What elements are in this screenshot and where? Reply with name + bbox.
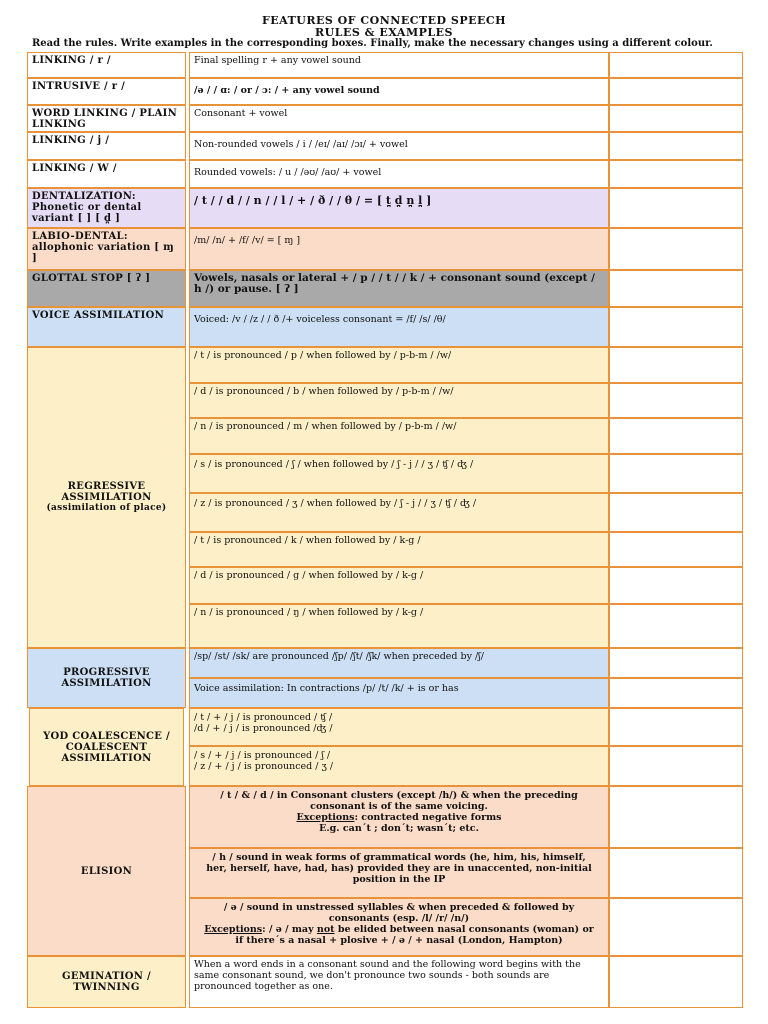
example-box[interactable]: [609, 848, 743, 898]
exceptions-text: : / ə / may: [262, 924, 317, 935]
row-label: LINKING / W /: [27, 160, 186, 188]
rule-cell: Final spelling r + any vowel sound: [189, 52, 609, 78]
rule-cell: /sp/ /st/ /sk/ are pronounced /ʃp/ /ʃt/ /ʃk/ when preceded by /ʃ/: [189, 648, 609, 678]
rule-cell: / n / is pronounced / ŋ / when followed by / k-g /: [189, 604, 609, 648]
example-box[interactable]: [609, 454, 743, 493]
rule-cell: / d / is pronounced / b / when followed by / p-b-m / /w/: [189, 383, 609, 418]
rule-cell: / s / is pronounced / ʃ / when followed by / ʃ - j / / ʒ / ʧ / ʤ /: [189, 454, 609, 493]
yod-title: YOD COALESCENCE / COALESCENT ASSIMILATION: [43, 730, 170, 764]
elision-title: ELISION: [80, 865, 133, 877]
example-box[interactable]: [609, 648, 743, 678]
example-box[interactable]: [609, 160, 743, 188]
example-box[interactable]: [609, 567, 743, 604]
rule-cell: Voice assimilation: In contractions /p/ /t/ /k/ + is or has: [189, 678, 609, 708]
regressive-subtitle: (assimilation of place): [46, 503, 167, 513]
example-box[interactable]: [609, 493, 743, 532]
rule-cell: / s / + / j / is pronounced / ʃ / / z / + / j / is pronounced / ʒ /: [189, 746, 609, 786]
rule-cell: Vowels, nasals or lateral + / p / / t / / k / + consonant sound (except / h /) or pause. [ ʔ ]: [189, 270, 609, 307]
example-box[interactable]: [609, 898, 743, 956]
rule-cell: [189, 898, 609, 956]
progressive-label: [27, 648, 186, 708]
example-box[interactable]: [609, 228, 743, 270]
rule-cell: / z / is pronounced / ʒ / when followed by / ʃ - j / / ʒ / ʧ / ʤ /: [189, 493, 609, 532]
elision-rule-3: / ə / sound in unstressed syllables & when preceded & followed by consonants (esp. /l/ /r/ /n/): [223, 902, 575, 924]
example-box[interactable]: [609, 418, 743, 454]
example-box[interactable]: [609, 786, 743, 848]
gemination-title: GEMINATION / TWINNING: [62, 971, 151, 993]
elision-example-1: E.g. can´t ; don´t; wasn´t; etc.: [319, 823, 479, 834]
example-box[interactable]: [609, 270, 743, 307]
page-title: FEATURES OF CONNECTED SPEECH: [261, 14, 507, 27]
elision-label: [27, 786, 186, 956]
rule-cell: Consonant + vowel: [189, 105, 609, 132]
not-word: not: [316, 924, 335, 935]
example-box[interactable]: [609, 52, 743, 78]
rule-cell: / t / / d / / n / / l / + / ð / / θ / = [ t̪ d̪ n̪ l̪ ]: [189, 188, 609, 228]
exceptions-text: be elided between nasal consonants (woman) or if there´s a nasal + plosive + / ə / + nasal (London, Hampton): [235, 924, 594, 946]
exceptions-label: Exceptions: [296, 812, 355, 823]
example-box[interactable]: [609, 132, 743, 160]
rule-cell: [189, 786, 609, 848]
exceptions-label: Exceptions: [204, 924, 263, 935]
example-box[interactable]: [609, 383, 743, 418]
example-box[interactable]: [609, 746, 743, 786]
row-label: VOICE ASSIMILATION: [27, 307, 186, 347]
yod-label: [29, 708, 184, 786]
example-box[interactable]: [609, 307, 743, 347]
row-label: LINKING / j /: [27, 132, 186, 160]
example-box[interactable]: [609, 78, 743, 105]
row-label: LINKING / r /: [27, 52, 186, 78]
example-box[interactable]: [609, 105, 743, 132]
example-box[interactable]: [609, 347, 743, 383]
rule-cell: / n / is pronounced / m / when followed by / p-b-m / /w/: [189, 418, 609, 454]
example-box[interactable]: [609, 188, 743, 228]
rule-cell: / h / sound in weak forms of grammatical words (he, him, his, himself, her, herself, have, had, has) provided they are in unaccented, non-initial position in the IP: [189, 848, 609, 898]
exceptions-text: : contracted negative forms: [354, 812, 502, 823]
rule-cell: / t / is pronounced / k / when followed by / k-g /: [189, 532, 609, 567]
example-box[interactable]: [609, 708, 743, 746]
row-label: DENTALIZATION: Phonetic or dental variant [ ] [ d̪ ]: [27, 188, 186, 228]
rule-cell: /m/ /n/ + /f/ /v/ = [ ɱ ]: [189, 228, 609, 270]
row-label: WORD LINKING / PLAIN LINKING: [27, 105, 186, 132]
rule-cell: Non-rounded vowels / i / /eɪ/ /aɪ/ /ɔɪ/ + vowel: [189, 132, 609, 160]
instructions: Read the rules. Write examples in the corresponding boxes. Finally, make the necessary changes using a different colour.: [32, 38, 713, 49]
rule-cell: /ə / / ɑ: / or / ɔ: / + any vowel sound: [189, 78, 609, 105]
elision-exceptions-3: [202, 924, 596, 946]
row-label: INTRUSIVE / r /: [27, 78, 186, 105]
example-box[interactable]: [609, 678, 743, 708]
page-subtitle: RULES & EXAMPLES: [315, 26, 453, 39]
rule-cell: Voiced: /v / /z / / ð /+ voiceless consonant = /f/ /s/ /θ/: [189, 307, 609, 347]
elision-exceptions-1: [202, 812, 596, 823]
row-label: LABIO-DENTAL: allophonic variation [ ɱ ]: [27, 228, 186, 270]
rule-cell: / t / is pronounced / p / when followed by / p-b-m / /w/: [189, 347, 609, 383]
gemination-label: [27, 956, 186, 1008]
example-box[interactable]: [609, 956, 743, 1008]
row-label: GLOTTAL STOP [ ʔ ]: [27, 270, 186, 307]
progressive-title: PROGRESSIVE ASSIMILATION: [61, 667, 152, 689]
elision-rule-1: / t / & / d / in Consonant clusters (except /h/) & when the preceding consonant is of the same voicing.: [220, 790, 578, 812]
regressive-label: [27, 347, 186, 648]
rule-cell: Rounded vowels: / u / /əʊ/ /aʊ/ + vowel: [189, 160, 609, 188]
rule-cell: / d / is pronounced / g / when followed by / k-g /: [189, 567, 609, 604]
example-box[interactable]: [609, 604, 743, 648]
example-box[interactable]: [609, 532, 743, 567]
rule-cell: When a word ends in a consonant sound and the following word begins with the same consonant sound, we don't pronounce two sounds - both sounds are pronounced together as one.: [189, 956, 609, 1008]
regressive-title: REGRESSIVE ASSIMILATION: [61, 481, 152, 503]
rule-cell: / t / + / j / is pronounced / ʧ / /d / + / j / is pronounced /ʤ /: [189, 708, 609, 746]
